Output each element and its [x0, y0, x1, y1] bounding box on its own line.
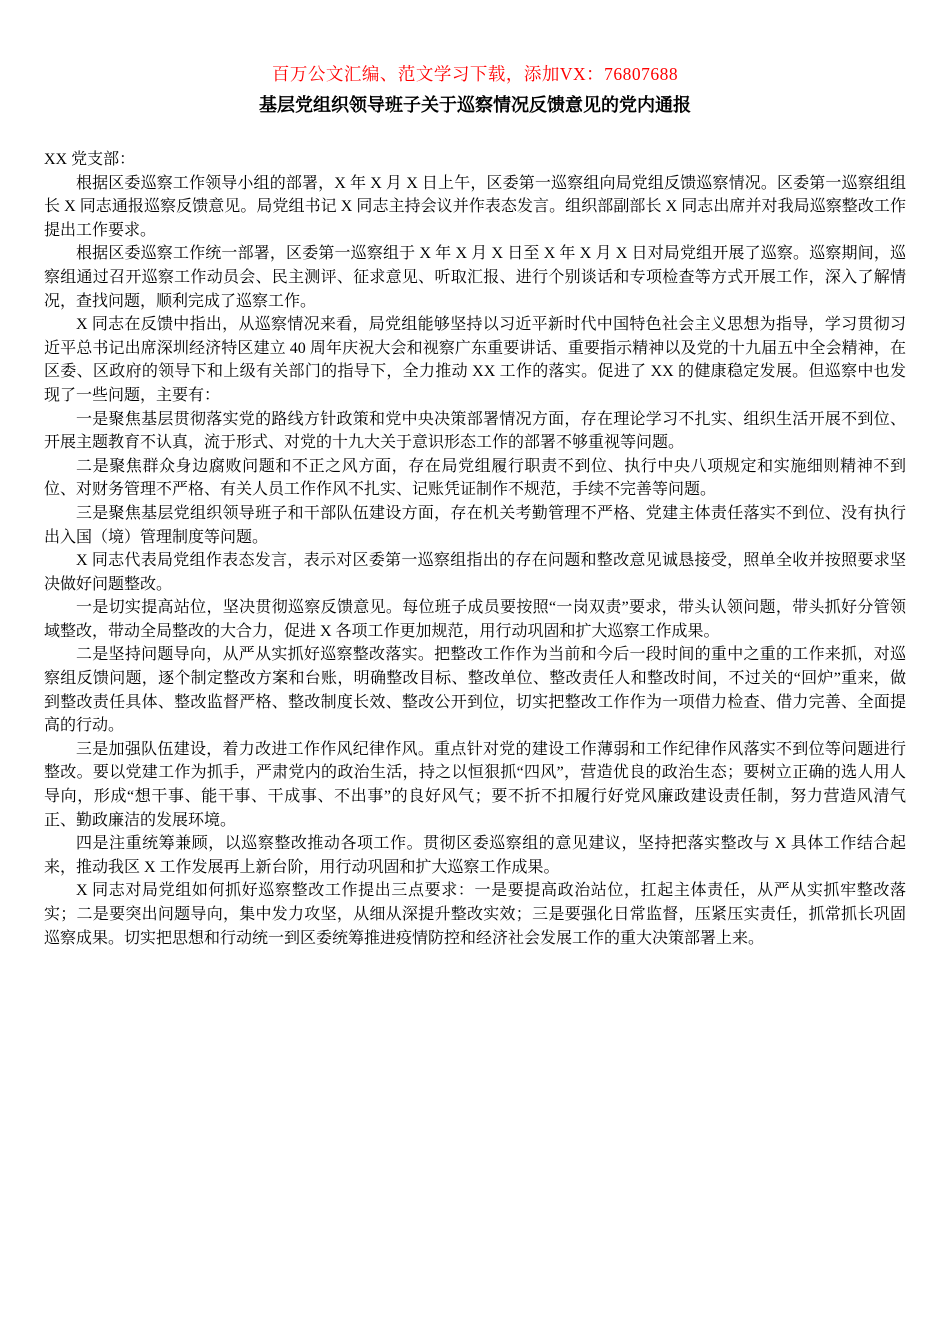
paragraph-list	[44, 172, 906, 951]
paragraph: 二是聚焦群众身边腐败问题和不正之风方面，存在局党组履行职责不到位、执行中央八项规定和实施细则精神不到位、对财务管理不严格、有关人员工作作风不扎实、记账凭证制作不规范，手续不完善等问题。	[44, 457, 906, 499]
paragraph: 四是注重统筹兼顾，以巡察整改推动各项工作。贯彻区委巡察组的意见建议，坚持把落实整改与 X 具体工作结合起来，推动我区 X 工作发展再上新台阶，用行动巩固和扩大巡察工作成果。	[44, 835, 906, 876]
paragraph: 三是加强队伍建设，着力改进工作作风纪律作风。重点针对党的建设工作薄弱和工作纪律作风落实不到位等问题进行整改。要以党建工作为抓手，严肃党内的政治生活，持之以恒狠抓“四风”，营造优良的政治生态；要树立正确的选人用人导向，形成“想干事、能干事、干成事、不出事”的良好风气；要不折不扣履行好党风廉政建设责任制，努力营造风清气正、勤政廉洁的发展环境。	[44, 740, 906, 829]
document-body	[44, 148, 906, 950]
paragraph: 二是坚持问题导向，从严从实抓好巡察整改落实。把整改工作作为当前和今后一段时间的重中之重的工作来抓，对巡察组反馈问题，逐个制定整改方案和台账，明确整改目标、整改单位、整改责任人和整改时间，不过关的“回炉”重来，做到整改责任具体、整改监督严格、整改制度长效、整改公开到位，切实把整改工作作为一项借力检查、借力完善、全面提高的行动。	[44, 646, 906, 735]
paragraph: X 同志代表局党组作表态发言，表示对区委第一巡察组指出的存在问题和整改意见诚恳接受，照单全收并按照要求坚决做好问题整改。	[44, 552, 906, 593]
paragraph: 一是聚焦基层贯彻落实党的路线方针政策和党中央决策部署情况方面，存在理论学习不扎实、组织生活开展不到位、开展主题教育不认真，流于形式、对党的十九大关于意识形态工作的部署不够重视等问题。	[44, 410, 906, 452]
paragraph: X 同志对局党组如何抓好巡察整改工作提出三点要求：一是要提高政治站位，扛起主体责任，从严从实抓牢整改落实；二是要突出问题导向，集中发力攻坚，从细从深提升整改实效；三是要强化日常监督，压紧压实责任，抓常抓长巩固巡察成果。切实把思想和行动统一到区委统筹推进疫情防控和经济社会发展工作的重大决策部署上来。	[44, 882, 906, 947]
paragraph: 根据区委巡察工作领导小组的部署，X 年 X 月 X 日上午，区委第一巡察组向局党组反馈巡察情况。区委第一巡察组组长 X 同志通报巡察反馈意见。局党组书记 X 同志主持会议并作表态发言。组织部副部长 X 同志出席并对我局巡察整改工作提出工作要求。	[44, 174, 906, 239]
paragraph: 根据区委巡察工作统一部署，区委第一巡察组于 X 年 X 月 X 日至 X 年 X 月 X 日对局党组开展了巡察。巡察期间，巡察组通过召开巡察工作动员会、民主测评、征求意见、听取汇报、进行个别谈话和专项检查等方式开展工作，深入了解情况，查找问题，顺利完成了巡察工作。	[44, 245, 906, 310]
paragraph: X 同志在反馈中指出，从巡察情况来看，局党组能够坚持以习近平新时代中国特色社会主义思想为指导，学习贯彻习近平总书记出席深圳经济特区建立 40 周年庆祝大会和视察广东重要讲话、重要指示精神以及党的十九届五中全会精神，在区委、区政府的领导下和上级有关部门的指导下，全力推动 XX 工作的落实。促进了 XX 的健康稳定发展。但巡察中也发现了一些问题，主要有：	[44, 316, 906, 404]
salutation: XX 党支部：	[44, 151, 136, 168]
document-title: 基层党组织领导班子关于巡察情况反馈意见的党内通报	[259, 95, 691, 115]
paragraph: 三是聚焦基层党组织领导班子和干部队伍建设方面，存在机关考勤管理不严格、党建主体责任落实不到位、没有执行出入国（境）管理制度等问题。	[44, 504, 906, 546]
paragraph: 一是切实提高站位，坚决贯彻巡察反馈意见。每位班子成员要按照“一岗双责”要求，带头认领问题，带头抓好分管领域整改，带动全局整改的大合力，促进 X 各项工作更加规范，用行动巩固和扩大巡察工作成果。	[44, 599, 906, 640]
promo-header: 百万公文汇编、范文学习下载，添加VX：76807688	[271, 64, 679, 84]
